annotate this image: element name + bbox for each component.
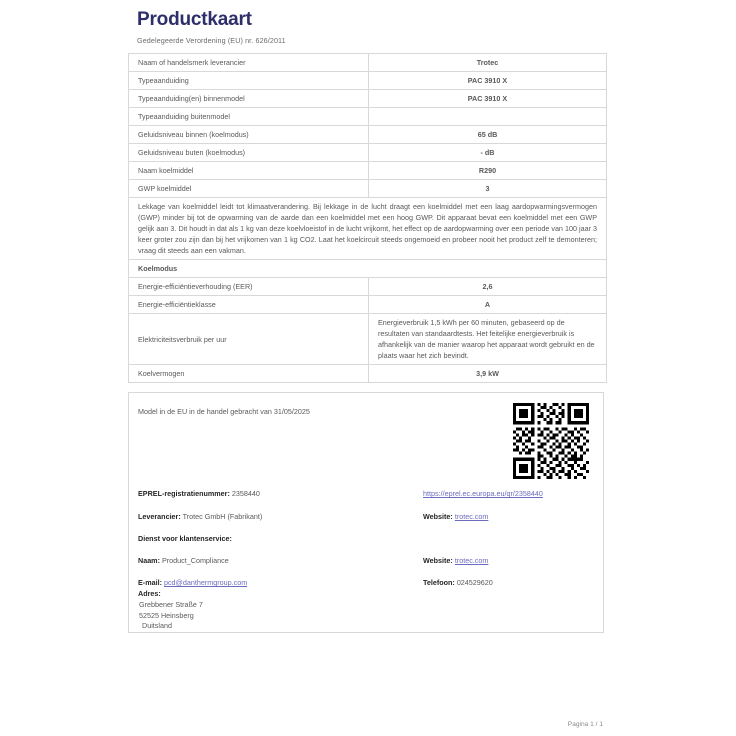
table-row-electricity xyxy=(129,314,607,365)
table-row xyxy=(129,54,607,72)
row-value: PAC 3910 X xyxy=(369,90,607,108)
address-line-3: Duitsland xyxy=(142,621,172,631)
address-header: Adres: xyxy=(138,589,161,598)
section-header-koelmodus: Koelmodus xyxy=(129,260,607,278)
table-row xyxy=(129,72,607,90)
row-label: Naam koelmiddel xyxy=(129,162,369,180)
table-row xyxy=(129,162,607,180)
electricity-description: Energieverbruik 1,5 kWh per 60 minuten, gebaseerd op de resultaten van standaardtests. Het feitelijke energieverbruik is afhankelijk van de manier waarop het apparaat wordt gebruikt en de plaats waar het zich bevindt. xyxy=(369,314,607,365)
service-website-link[interactable]: trotec.com xyxy=(454,556,489,565)
address-line-2: 52525 Heinsberg xyxy=(139,610,194,620)
regulation-subtitle: Gedelegeerde Verordening (EU) nr. 626/2011 xyxy=(137,36,286,45)
row-value: 65 dB xyxy=(369,126,607,144)
row-label: Energie-efficiëntieklasse xyxy=(129,296,369,314)
service-website-row xyxy=(423,556,488,565)
supplier-info-box xyxy=(128,392,604,633)
email-label: E-mail: xyxy=(138,578,162,587)
row-label: Typeaanduiding buitenmodel xyxy=(129,108,369,126)
email-row xyxy=(138,578,247,587)
row-label: Naam of handelsmerk leverancier xyxy=(129,54,369,72)
service-name-value: Product_Compliance xyxy=(161,556,229,565)
table-row xyxy=(129,108,607,126)
row-label: Typeaanduiding xyxy=(129,72,369,90)
row-value: 3,9 kW xyxy=(369,365,607,383)
service-header xyxy=(138,534,232,543)
phone-value: 024529620 xyxy=(456,578,493,587)
phone-row xyxy=(423,578,493,587)
page-title: Productkaart xyxy=(137,9,252,30)
table-row-refrigerant-note xyxy=(129,198,607,260)
row-value: R290 xyxy=(369,162,607,180)
email-link[interactable]: pcd@danthermgroup.com xyxy=(163,578,248,587)
supplier-website-link[interactable]: trotec.com xyxy=(454,512,489,521)
refrigerant-paragraph: Lekkage van koelmiddel leidt tot klimaatverandering. Bij lekkage in de lucht draagt een koelmiddel met een laag aardopwarmingsvermogen (GWP) minder bij tot de opwarming van de aarde dan een koelmiddel met een hoog GWP. Dit apparaat bevat een koelmiddel met een GWP gelijk aan 3. Dit houdt in dat als 1 kg van deze koelvloeistof in de lucht vrijkomt, het effect op de aardopwarming over een periode van 100 jaar 3 keer groter zou zijn dan bij het vrijkomen van 1 kg CO2. Laat het koelcircuit steeds ongemoeid en probeer nooit het product zelf te demonteren; vraag dit steeds aan een vakman. xyxy=(129,198,607,260)
row-label: Geluidsniveau buten (koelmodus) xyxy=(129,144,369,162)
supplier-website-row xyxy=(423,512,488,521)
table-row xyxy=(129,180,607,198)
supplier-website-label: Website: xyxy=(423,512,453,521)
supplier-row xyxy=(138,512,262,521)
service-header-label: Dienst voor klantenservice: xyxy=(138,534,232,543)
eprel-label: EPREL-registratienummer: xyxy=(138,489,230,498)
row-value: 3 xyxy=(369,180,607,198)
service-name-label: Naam: xyxy=(138,556,160,565)
table-row xyxy=(129,296,607,314)
address-line-1: Grebbener Straße 7 xyxy=(139,599,203,609)
table-row xyxy=(129,144,607,162)
row-label: Koelvermogen xyxy=(129,365,369,383)
row-value: A xyxy=(369,296,607,314)
row-label: Geluidsniveau binnen (koelmodus) xyxy=(129,126,369,144)
service-website-label: Website: xyxy=(423,556,453,565)
row-value: PAC 3910 X xyxy=(369,72,607,90)
supplier-value: Trotec GmbH (Fabrikant) xyxy=(182,512,263,521)
qr-code[interactable] xyxy=(513,403,589,479)
table-row xyxy=(129,278,607,296)
table-section-header-row xyxy=(129,260,607,278)
row-value: - dB xyxy=(369,144,607,162)
page-footer: Pagina 1 / 1 xyxy=(567,721,603,728)
eprel-url-link[interactable]: https://eprel.ec.europa.eu/qr/2358440 xyxy=(423,489,543,498)
product-spec-table xyxy=(128,53,607,383)
row-label: GWP koelmiddel xyxy=(129,180,369,198)
eprel-value: 2358440 xyxy=(231,489,260,498)
page-content xyxy=(128,0,606,633)
table-row xyxy=(129,90,607,108)
table-row xyxy=(129,365,607,383)
service-name-row xyxy=(138,556,229,565)
address-block xyxy=(138,589,203,632)
placed-on-market-text: Model in de EU in de handel gebracht van 31/05/2025 xyxy=(138,407,310,416)
supplier-label: Leverancier: xyxy=(138,512,181,521)
row-label: Typeaanduiding(en) binnenmodel xyxy=(129,90,369,108)
eprel-registration xyxy=(138,489,260,498)
row-label: Energie-efficiëntieverhouding (EER) xyxy=(129,278,369,296)
row-label: Elektriciteitsverbruik per uur xyxy=(129,314,369,365)
row-value: 2,6 xyxy=(369,278,607,296)
phone-label: Telefoon: xyxy=(423,578,455,587)
row-value: Trotec xyxy=(369,54,607,72)
row-value xyxy=(369,108,607,126)
table-row xyxy=(129,126,607,144)
